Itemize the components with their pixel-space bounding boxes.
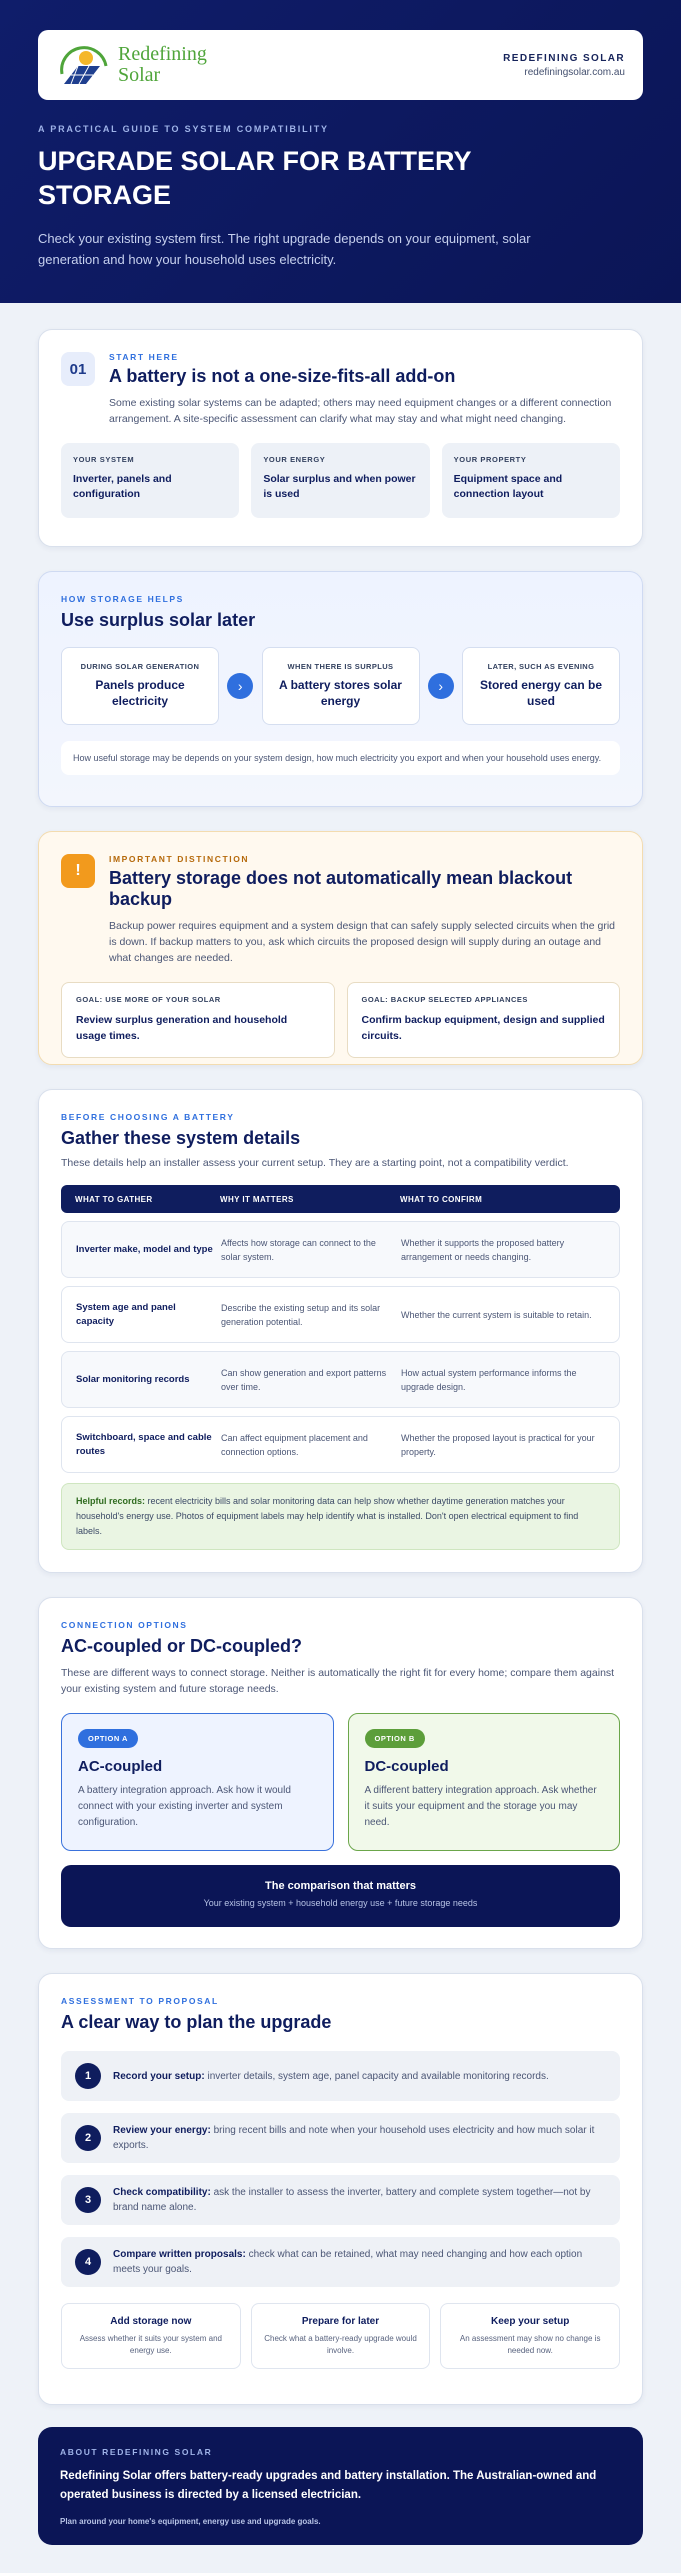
table-row [61,1221,620,1278]
step-text [113,2123,606,2153]
brand-logo[interactable] [56,42,207,88]
table-row [61,1351,620,1408]
solar-logo-icon [56,42,114,88]
comparison-subtitle: Your existing system + household energy use + future storage needs [203,1898,478,1908]
goal-key: GOAL: USE MORE OF YOUR SOLAR [76,995,221,1004]
option-title: DC-coupled [364,1758,449,1775]
mini-body: Check what a battery-ready upgrade would involve. [264,2334,417,2355]
distinction-body: Backup power requires equipment and a system design that can safely supply selected circuits when the grid is down. If backup matters to you, ask which circuits the proposed design will supply during an outage and what changes are needed. [109,920,616,964]
flow-step-evening [462,647,620,725]
mini-body: An assessment may show no change is needed now. [459,2334,601,2355]
option-title: AC-coupled [78,1758,163,1775]
step-label: Record your setup: [113,2070,205,2082]
step-number: 2 [75,2125,101,2151]
column-header: WHAT TO CONFIRM [400,1194,483,1204]
mini-body: Assess whether it suits your system and energy use. [79,2334,222,2355]
comparison-title: The comparison that matters [265,1880,416,1892]
flow-value: Panels produce electricity [95,678,185,708]
connection-eyebrow: CONNECTION OPTIONS [61,1620,188,1630]
step-label: Compare written proposals: [113,2249,246,2260]
step-text [113,2247,606,2277]
comparison-banner [61,1865,620,1927]
step-text [113,2069,549,2084]
mini-title: Keep your setup [491,2316,570,2327]
details-title: Gather these system details [61,1128,301,1148]
cell-what: Solar monitoring records [76,1373,190,1385]
tile-your-system [61,443,239,518]
helpful-records-note [61,1483,620,1550]
option-pill: OPTION B [365,1729,425,1748]
storage-note: How useful storage may be depends on your system design, how much electricity you export and when your household uses energy. [61,741,620,775]
connection-card [38,1597,643,1949]
about-eyebrow: ABOUT REDEFINING SOLAR [60,2447,213,2457]
step-detail: check what can be retained, what may need changing and how each option meets your goals. [113,2249,583,2275]
option-pill: OPTION A [78,1729,138,1748]
tile-key: YOUR SYSTEM [73,455,135,464]
goal-use-solar [61,982,335,1058]
note-text: recent electricity bills and solar monitoring data can help show whether daytime generation matches your household's energy use. Photos of equipment labels may help identify what is installed. Don't open electrical equipment to find labels. [76,1496,579,1536]
cell-what: Switchboard, space and cable routes [76,1431,212,1457]
tile-key: YOUR ENERGY [263,455,326,464]
cell-why: Affects how storage can connect to the solar system. [221,1237,376,1262]
details-body: These details help an installer assess your current setup. They are a starting point, not a compatibility verdict. [61,1157,569,1169]
plan-step [61,2175,620,2225]
connection-title: AC-coupled or DC-coupled? [61,1636,302,1656]
flow-value: A battery stores solar energy [279,678,402,708]
flow-step-surplus [262,647,420,725]
start-title: A battery is not a one-size-fits-all add-on [109,366,456,386]
goal-value: Confirm backup equipment, design and supplied circuits. [361,1014,605,1042]
logo-line-1: Redefining [118,43,207,65]
tile-value: Equipment space and connection layout [453,473,563,500]
storage-flow [61,647,620,725]
option-ac-coupled [61,1713,334,1851]
cell-confirm: How actual system performance informs the upgrade design. [401,1367,577,1392]
cell-confirm: Whether the proposed layout is practical for your property. [401,1432,595,1457]
flow-key: WHEN THERE IS SURPLUS [287,662,394,671]
about-section [38,2427,643,2545]
plan-title: A clear way to plan the upgrade [61,2012,332,2032]
step-detail: bring recent bills and note when your household uses electricity and how much solar it exports. [113,2125,595,2151]
plan-eyebrow: ASSESSMENT TO PROPOSAL [61,1996,219,2006]
step-label: Check compatibility: [113,2187,211,2198]
cell-why: Describe the existing setup and its solar generation potential. [221,1302,381,1327]
brand-name: REDEFINING SOLAR [503,52,625,64]
cell-why: Can affect equipment placement and connection options. [221,1432,368,1457]
mini-title: Add storage now [110,2316,192,2327]
brand-header [38,30,643,100]
cell-what: Inverter make, model and type [76,1243,213,1255]
storage-card [38,571,643,807]
goal-key: GOAL: BACKUP SELECTED APPLIANCES [361,995,528,1004]
distinction-title: Battery storage does not automatically mean blackout backup [109,868,573,909]
plan-step [61,2237,620,2287]
page-title: UPGRADE SOLAR FOR BATTERY STORAGE [38,146,472,210]
option-card-prepare-later [251,2303,431,2369]
option-dc-coupled [348,1713,621,1851]
step-text [113,2185,606,2215]
tile-your-property [442,443,620,518]
start-eyebrow: START HERE [109,352,179,362]
step-number: 3 [75,2187,101,2213]
step-detail: ask the installer to assess the inverter, battery and complete system together—not by brand name alone. [113,2187,591,2213]
table-row [61,1416,620,1473]
mini-title: Prepare for later [301,2316,380,2327]
column-header: WHAT TO GATHER [75,1194,153,1204]
arrow-right-icon: › [227,673,253,699]
warning-icon: ! [61,854,95,888]
step-label: Review your energy: [113,2125,211,2136]
plan-step [61,2113,620,2163]
note-label: Helpful records: [76,1496,146,1506]
details-card [38,1089,643,1573]
goal-value: Review surplus generation and household usage times. [76,1014,288,1042]
hero-eyebrow: A PRACTICAL GUIDE TO SYSTEM COMPATIBILITY [38,124,329,134]
flow-step-generation [61,647,219,725]
flow-key: LATER, SUCH AS EVENING [487,662,595,671]
step-number: 4 [75,2249,101,2275]
tile-value: Solar surplus and when power is used [263,473,416,500]
table-header [61,1185,620,1213]
table-row [61,1286,620,1343]
brand-url-link[interactable]: redefiningsolar.com.au [524,66,625,78]
logo-line-2: Solar [118,64,161,86]
tile-value: Inverter, panels and configuration [73,473,172,500]
flow-value: Stored energy can be used [479,678,603,708]
option-body: A battery integration approach. Ask how it would connect with your existing inverter and system configuration. [78,1785,291,1828]
flow-key: DURING SOLAR GENERATION [80,662,200,671]
details-eyebrow: BEFORE CHOOSING A BATTERY [61,1112,235,1122]
goal-backup [347,982,621,1058]
plan-card [38,1973,643,2405]
about-subtitle: Plan around your home's equipment, energy use and upgrade goals. [60,2517,321,2526]
start-body: Some existing solar systems can be adapted; others may need equipment changes or a different connection arrangement. A site-specific assessment can clarify what may stay and what might need changing. [109,397,612,425]
storage-title: Use surplus solar later [61,610,256,630]
option-body: A different battery integration approach. Ask whether it suits your equipment and the storage you may need. [364,1785,597,1828]
step-number-badge: 01 [61,352,95,386]
cell-what: System age and panel capacity [76,1301,176,1327]
start-here-card [38,329,643,547]
cell-why: Can show generation and export patterns over time. [221,1367,387,1392]
step-number: 1 [75,2063,101,2089]
plan-step [61,2051,620,2101]
storage-eyebrow: HOW STORAGE HELPS [61,594,184,604]
arrow-right-icon: › [428,673,454,699]
option-card-add-now [61,2303,241,2369]
distinction-eyebrow: IMPORTANT DISTINCTION [109,854,250,864]
step-detail: inverter details, system age, panel capacity and available monitoring records. [204,2070,549,2082]
about-title: Redefining Solar offers battery-ready upgrades and battery installation. The Australian-owned and operated business is directed by a licensed electrician. [60,2470,597,2501]
connection-body: These are different ways to connect storage. Neither is automatically the right fit for every home; compare them against your existing system and future storage needs. [61,1667,615,1695]
cell-confirm: Whether it supports the proposed battery arrangement or needs changing. [401,1237,565,1262]
hero-subtitle: Check your existing system first. The right upgrade depends on your equipment, solar generation and how your household uses electricity. [38,231,531,267]
option-card-keep-setup [440,2303,620,2369]
distinction-card [38,831,643,1065]
hero-section [0,0,681,303]
column-header: WHY IT MATTERS [220,1194,294,1204]
tile-key: YOUR PROPERTY [453,455,527,464]
cell-confirm: Whether the current system is suitable to retain. [401,1309,592,1320]
tile-your-energy [251,443,429,518]
